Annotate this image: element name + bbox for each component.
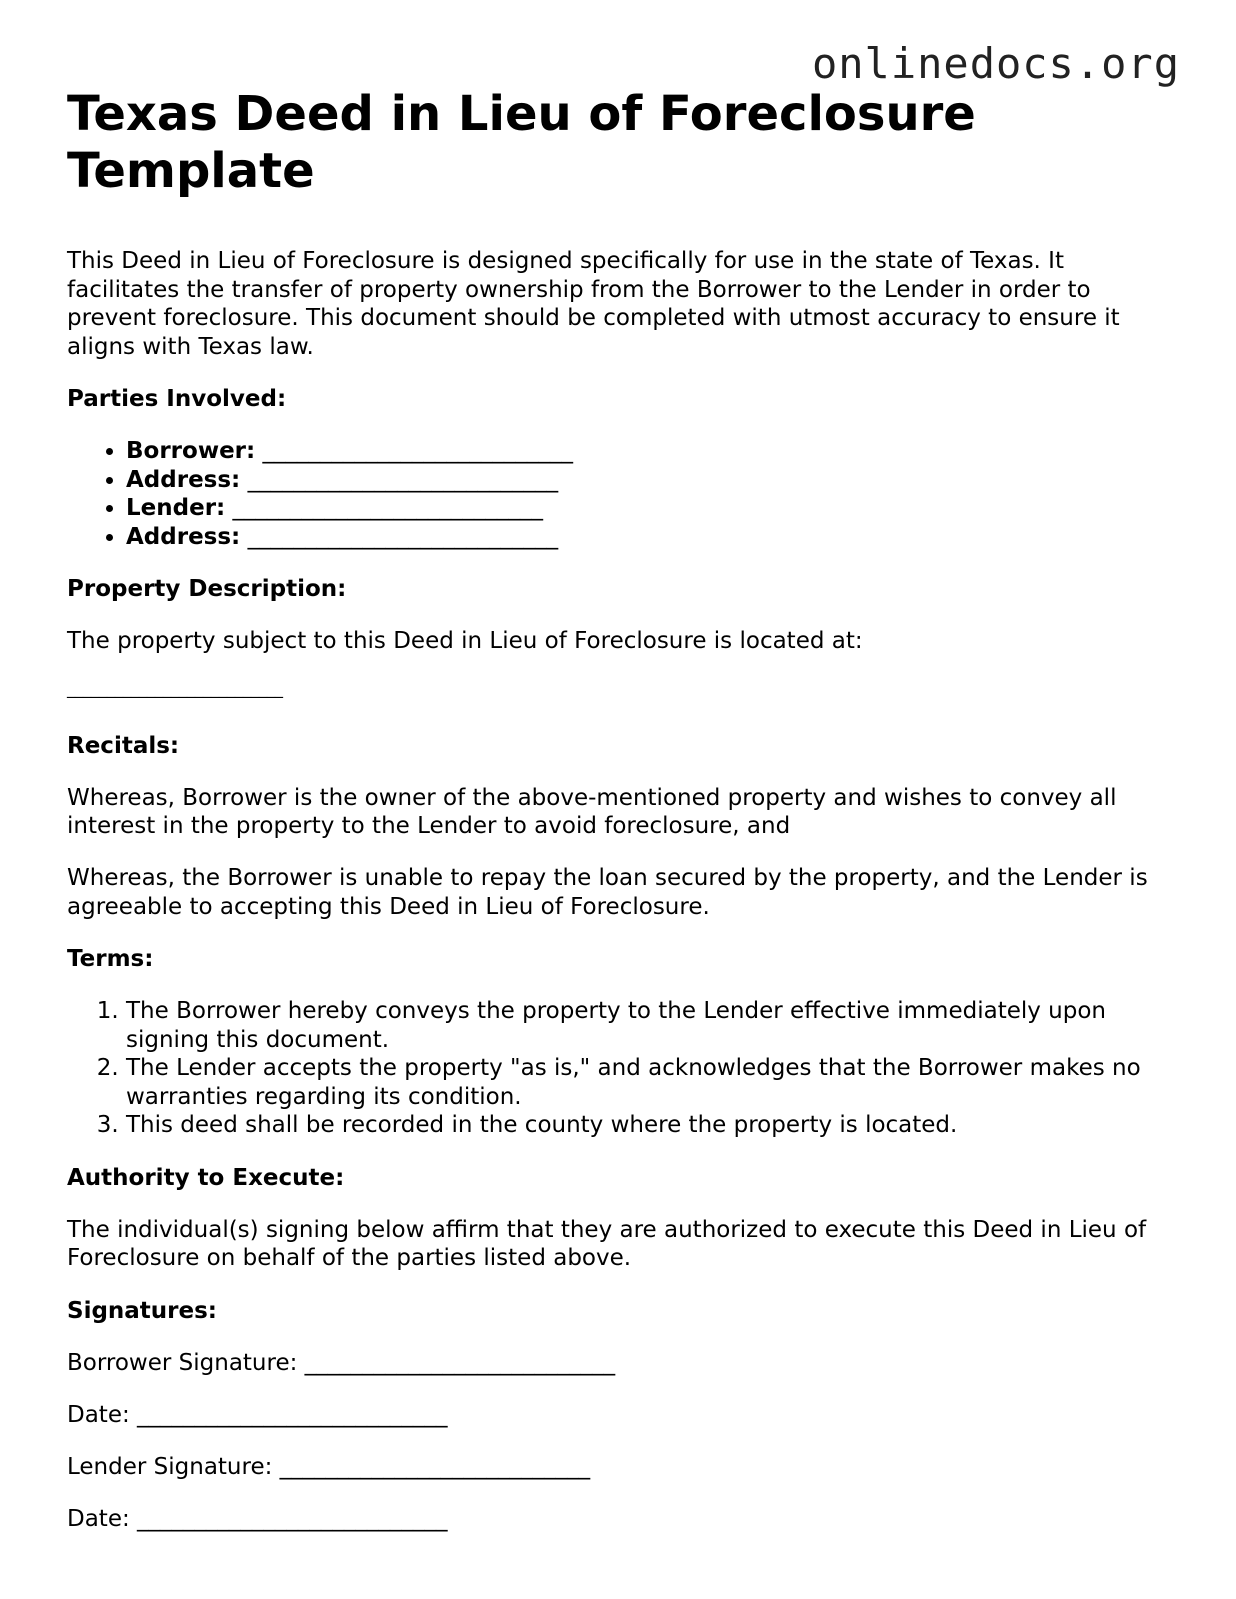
property-blank: ___________________________ [67,679,283,698]
party-label: Address: [126,523,241,550]
signatures-heading: Signatures: [67,1297,218,1324]
site-watermark: onlinedocs.org [811,39,1180,88]
authority-heading: Authority to Execute: [67,1164,345,1191]
blank-field: ___________________________ [247,523,559,550]
recital-paragraph-2: Whereas, the Borrower is unable to repay the loan secured by the property, and the Lender is agreeable to accepting this Deed in Lieu of Foreclosure. [67,865,1148,920]
party-borrower [126,437,1177,466]
party-label: Address: [126,466,241,493]
term-item: 3. This deed shall be recorded in the county where the property is located. [126,1111,1177,1140]
term-item: 1. The Borrower hereby conveys the property to the Lender effective immediately upon signing this document. [126,997,1177,1054]
document-title: Texas Deed in Lieu of Foreclosure Template [67,86,976,199]
recitals-heading: Recitals: [67,732,180,759]
borrower-signature-line: Borrower Signature: ___________________________ [67,1349,616,1376]
party-borrower-address [126,466,1177,495]
party-label: Borrower: [126,438,256,464]
blank-field: ___________________________ [262,438,574,464]
lender-signature-line: Lender Signature: ___________________________ [67,1453,591,1480]
document-page [67,86,1177,1533]
parties-heading: Parties Involved: [67,386,287,412]
blank-field: ___________________________ [247,466,559,493]
terms-list [67,997,1177,1140]
term-item: 2. The Lender accepts the property "as is," and acknowledges that the Borrower makes no warranties regarding its condition. [126,1054,1177,1111]
recital-paragraph-1: Whereas, Borrower is the owner of the above-mentioned property and wishes to convey all interest in the property to the Lender to avoid foreclosure, and [67,784,1117,839]
intro-paragraph: This Deed in Lieu of Foreclosure is designed specifically for use in the state of Texas. It facilitates the transfer of property ownership from the Borrower to the Lender in order to prevent foreclosure. This document should be completed with utmost accuracy to ensure it aligns with Texas law. [67,248,1120,360]
party-label: Lender: [126,495,226,521]
party-lender [126,494,1177,523]
party-lender-address [126,523,1177,552]
authority-text: The individual(s) signing below affirm that they are authorized to execute this Deed in Lieu of Foreclosure on behalf of the parties listed above. [67,1216,1147,1271]
blank-field: ___________________________ [232,495,544,521]
terms-heading: Terms: [67,946,154,972]
parties-list [67,437,1177,551]
lender-date-line: Date: ___________________________ [67,1505,448,1532]
property-text: The property subject to this Deed in Lieu of Foreclosure is located at: [67,628,863,654]
property-heading: Property Description: [67,576,347,602]
borrower-date-line: Date: ___________________________ [67,1401,448,1428]
